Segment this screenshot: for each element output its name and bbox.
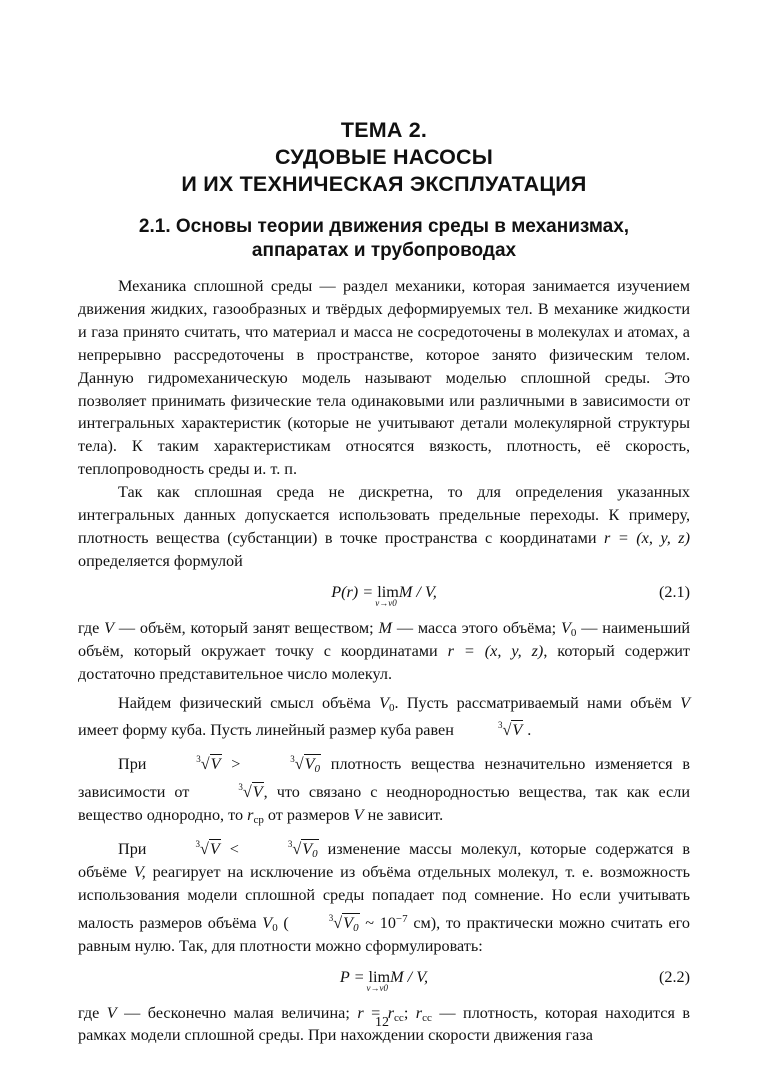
section-title-line-1: 2.1. Основы теории движения среды в механизмах, xyxy=(138,216,630,237)
cube-root-v: $^3$√V xyxy=(196,754,221,774)
formula-2-1: P(r) = lim v→v0 M / V, (2.1) xyxy=(331,582,690,608)
cube-root-v0: $^3√V_0$ xyxy=(328,912,359,934)
paragraph-limit-transitions: Так как сплошная среда не дискретна, то для определения указанных интегральных данных допускается использовать предельные переходы. К примеру, плотность вещества (субстанции) в точке пространства с координатами r = (x, y, z) определяется формулой xyxy=(78,483,690,570)
paragraph-density-case-2: При $^3√V < ^3√V_0$ изменение массы молекул, которые содержатся в объёме V, реагирует на исключение из объёма отдельных молекул, т. е. возможность использования модели сплошной среды попадает под сомнение. Но если учитывать малость размеров объёма $V_0$ ( $^3√V_0$ ~ $10^{-7}$ см), то практически можно считать его равным нулю. Так, для плотности можно сформулировать: xyxy=(78,833,690,958)
cube-root-v0: $^3√V_0$ xyxy=(287,839,318,861)
section-title xyxy=(78,215,690,263)
chapter-title xyxy=(78,117,690,198)
section-title-line-2: аппаратах и трубопроводах xyxy=(251,240,517,261)
formula-number: (2.1) xyxy=(658,582,690,601)
paragraph-continuum-mechanics: Механика сплошной среды — раздел механики, которая занимается изучением движения жидких, газообразных и твёрдых деформируемых тел. В механике жидкости и газа принято считать, что материал и масса не сосредоточены в молекулах и атомах, а непрерывно рассредоточены в пространстве, которое занято физическим телом. Данную гидромеханическую модель называют моделью сплошной среды. Это позволяет принимать физические тела одинаковыми или различными в зависимости от интегральных характеристик (которые не учитывают детали молекулярной структуры тела). К таким характеристикам относятся вязкость, плотность, её скорость, теплопроводность среды и. т. п. xyxy=(78,277,690,479)
cube-root-v0: $^3√V_0$ xyxy=(290,754,320,776)
paragraph-physical-meaning: Найдем физический смысл объёма $V_0$. Пусть рассматриваемый нами объём V имеет форму куба. Пусть линейный размер куба равен $^3$√V . xyxy=(78,692,690,743)
formula-2-2: P = lim v→v0 M / V, (2.2) xyxy=(339,967,690,993)
chapter-title-line-2: СУДОВЫЕ НАСОСЫ xyxy=(274,145,494,169)
formula-number: (2.2) xyxy=(658,967,690,986)
cube-root-v: $^3$√V xyxy=(195,839,220,859)
cube-root-v: $^3$√V xyxy=(238,782,263,802)
paragraph-definitions-2: где V — бесконечно малая величина; $r = r_{cc}$; $r_{cc}$ — плотность, которая находится в рамках модели сплошной среды. При нахождении скорости движения газа xyxy=(78,1003,691,1045)
paragraph-density-case-1: При $^3√V > ^3√V_0$ плотность вещества незначительно изменяется в зависимости от $^3$√V, что связано с неоднородностью вещества, так как если вещество однородно, то $r_{ср}$ от размеров V не зависит. xyxy=(78,748,690,827)
chapter-title-line-3: И ИХ ТЕХНИЧЕСКАЯ ЭКСПЛУАТАЦИЯ xyxy=(181,172,587,196)
paragraph-definitions-1: где V — объём, который занят веществом; M — масса этого объёма; $V_0$ — наименьший объём, который окружает точку с координатами r = (x, y, z), который содержит достаточно представительное число молекул. xyxy=(78,618,691,683)
document-page xyxy=(78,112,690,1047)
page-number: 12 xyxy=(375,1015,389,1030)
cube-root-v: $^3$√V xyxy=(497,720,523,740)
chapter-title-line-1: ТЕМА 2. xyxy=(340,118,428,142)
